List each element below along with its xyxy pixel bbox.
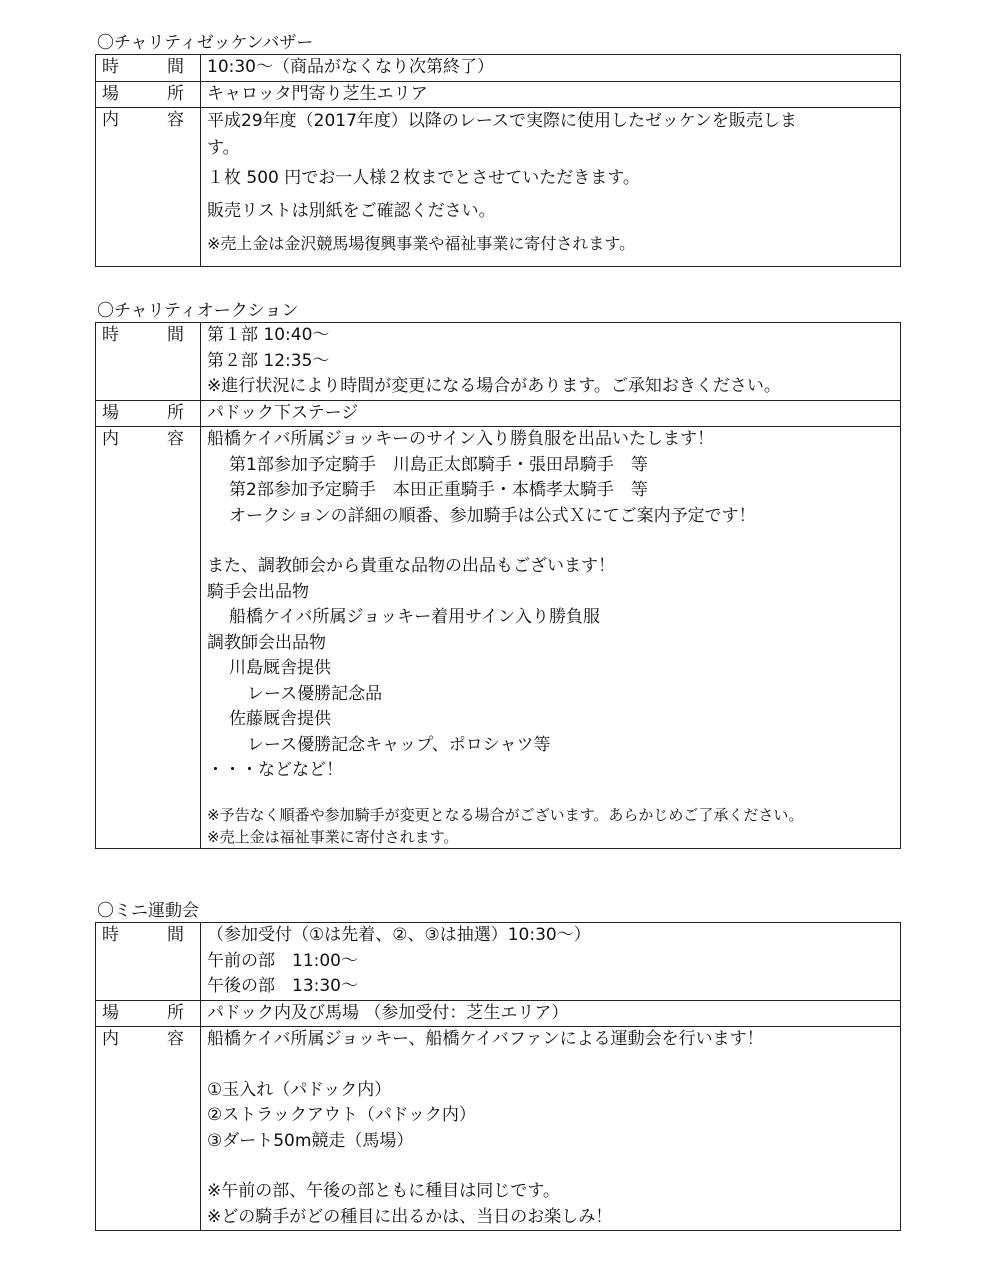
row-time — [96, 55, 901, 82]
info-table — [95, 54, 901, 267]
row-place — [96, 81, 901, 108]
value-content — [201, 427, 901, 849]
content-line: ※午前の部、午後の部ともに種目は同じです。 — [207, 1181, 560, 1201]
content-line: また、調教師会から貴重な品物の出品もございます！ — [207, 556, 615, 576]
label-time: 時 間 — [96, 323, 201, 401]
section-charity-auction — [95, 300, 901, 849]
row-place — [96, 400, 901, 427]
content-line: オークションの詳細の順番、参加騎手は公式Ｘにてご案内予定です！ — [229, 505, 756, 526]
place-line: キャロッタ門寄り芝生エリア — [207, 83, 428, 104]
content-line: 販売リストは別紙をご確認ください。 — [207, 201, 496, 221]
row-place — [96, 1000, 901, 1027]
content-line: 船橋ケイバ所属ジョッキー、船橋ケイバファンによる運動会を行います！ — [207, 1029, 764, 1049]
row-content — [96, 1027, 901, 1231]
content-note: ※売上金は福祉事業に寄付されます。 — [207, 827, 459, 846]
place-line: パドック内及び馬場 （参加受付：芝生エリア） — [207, 1002, 569, 1023]
value-time — [201, 55, 901, 82]
content-line: 平成29年度（2017年度）以降のレースで実際に使用したゼッケンを販売しま — [207, 111, 797, 131]
content-line: レース優勝記念キャップ、ポロシャツ等 — [247, 734, 551, 755]
content-line: す。 — [207, 138, 240, 158]
label-place: 場 所 — [96, 81, 201, 108]
section-title: 〇ミニ運動会 — [97, 901, 199, 921]
time-line: 第１部 10:40～ — [207, 325, 330, 345]
content-line: 川島厩舎提供 — [229, 658, 331, 678]
section-title: 〇チャリティゼッケンバザー — [97, 33, 314, 53]
section-title: 〇チャリティオークション — [97, 301, 299, 321]
content-line: １枚 500 円でお一人様２枚までとさせていただきます。 — [207, 168, 640, 188]
spacer — [207, 1154, 894, 1179]
time-note: ※進行状況により時間が変更になる場合があります。ご承知おきください。 — [207, 376, 781, 396]
content-line: 騎手会出品物 — [207, 581, 309, 602]
section-zekken-bazaar — [95, 32, 901, 267]
time-line: 第２部 12:35～ — [207, 350, 330, 371]
place-line: パドック下ステージ — [207, 402, 359, 423]
row-content — [96, 427, 901, 849]
spacer — [207, 1053, 894, 1078]
value-content — [201, 108, 901, 267]
time-line: 午後の部 13:30～ — [207, 976, 358, 996]
value-place — [201, 81, 901, 108]
content-line: 船橋ケイバ所属ジョッキーのサイン入り勝負服を出品いたします！ — [207, 429, 714, 449]
label-place: 場 所 — [96, 1000, 201, 1027]
content-line: ・・・などなど！ — [207, 760, 343, 780]
row-content — [96, 108, 901, 267]
label-content: 内 容 — [96, 427, 201, 849]
value-content — [201, 1027, 901, 1231]
time-line: （参加受付（①は先着、②、③は抽選）10:30～） — [207, 925, 591, 945]
value-time — [201, 923, 901, 1001]
content-line: ※どの騎手がどの種目に出るかは、当日のお楽しみ！ — [207, 1206, 613, 1227]
label-content: 内 容 — [96, 1027, 201, 1231]
value-place — [201, 1000, 901, 1027]
spacer — [207, 529, 894, 554]
label-time: 時 間 — [96, 923, 201, 1001]
value-time — [201, 323, 901, 401]
content-line: 佐藤厩舎提供 — [229, 709, 331, 729]
content-note: ※予告なく順番や参加騎手が変更となる場合がございます。あらかじめご了承ください。 — [207, 805, 804, 824]
content-line: 船橋ケイバ所属ジョッキー着用サイン入り勝負服 — [229, 607, 600, 627]
info-table — [95, 922, 901, 1231]
content-line: ③ダート50m競走（馬場） — [207, 1130, 414, 1151]
content-line: 調教師会出品物 — [207, 632, 326, 653]
content-line: 第1部参加予定騎手 川島正太郎騎手・張田昂騎手 等 — [229, 454, 648, 475]
spacer — [207, 784, 894, 804]
content-line: レース優勝記念品 — [247, 683, 383, 704]
time-line: 10:30～（商品がなくなり次第終了） — [207, 57, 494, 77]
info-table — [95, 322, 901, 849]
content-line: ②ストラックアウト（パドック内） — [207, 1105, 476, 1125]
content-line: 第2部参加予定騎手 本田正重騎手・本橋孝太騎手 等 — [229, 480, 648, 500]
row-time — [96, 323, 901, 401]
label-content: 内 容 — [96, 108, 201, 267]
value-place — [201, 400, 901, 427]
section-mini-sports-day — [95, 900, 901, 1231]
label-place: 場 所 — [96, 400, 201, 427]
row-time — [96, 923, 901, 1001]
label-time: 時 間 — [96, 55, 201, 82]
content-line: ①玉入れ（パドック内） — [207, 1079, 392, 1100]
content-note: ※売上金は金沢競馬場復興事業や福祉事業に寄付されます。 — [207, 234, 636, 253]
time-line: 午前の部 11:00～ — [207, 950, 358, 971]
